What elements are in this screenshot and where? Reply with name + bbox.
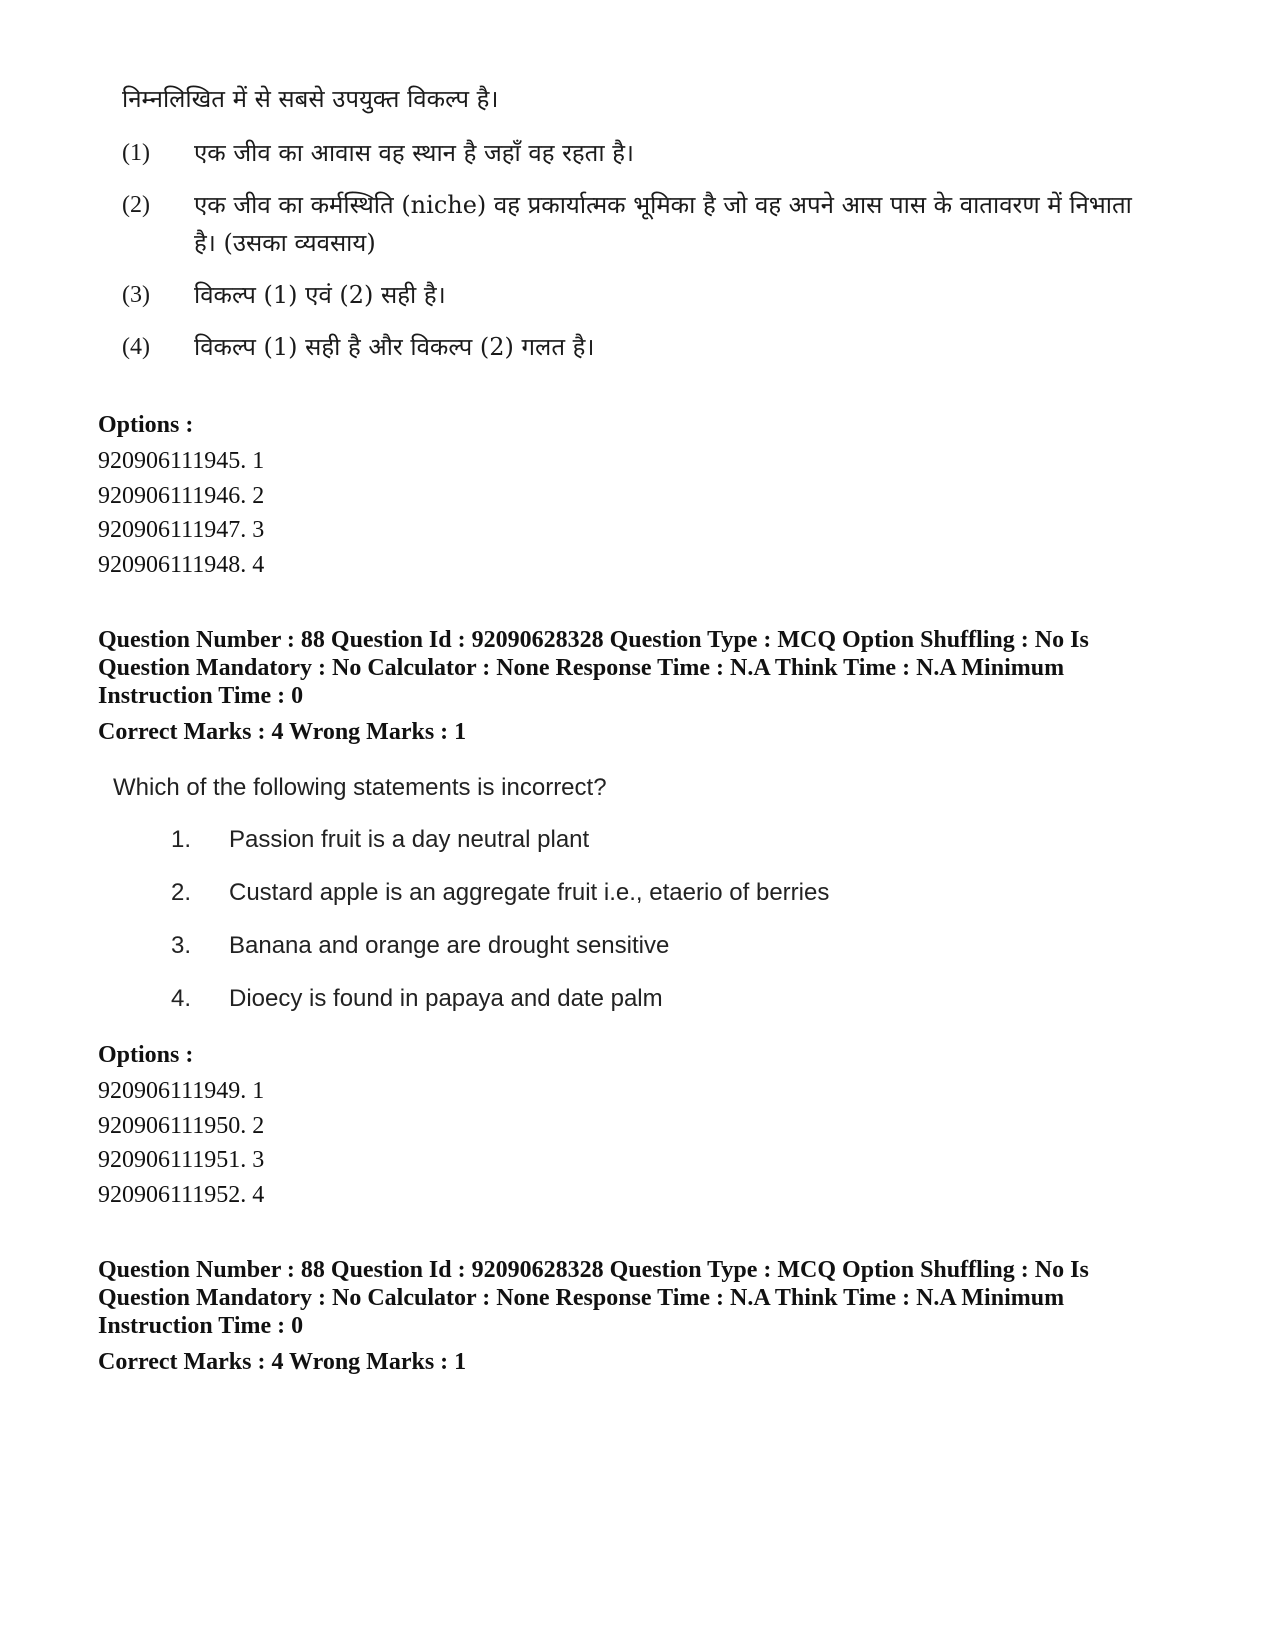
english-statement-1 [113,824,1113,856]
question-meta-line: Question Mandatory : No Calculator : None Response Time : N.A Think Time : N.A Minimum [98,655,1065,681]
question-meta-1 [98,626,1178,746]
hindi-statement-text: एक जीव का आवास वह स्थान है जहाँ वह रहता है। [194,139,635,167]
option-item: 920906111945. 1 [98,448,265,474]
question-meta-line: Question Mandatory : No Calculator : None Response Time : N.A Think Time : N.A Minimum [98,1285,1065,1311]
option-item: 920906111952. 4 [98,1181,265,1208]
question-meta-2 [98,1256,1178,1376]
options-list-2 [98,1040,264,1212]
option-item: 920906111951. 3 [98,1147,265,1173]
hindi-statement-4 [122,328,1152,366]
english-statement-text: Banana and orange are drought sensitive [229,932,670,959]
english-statement-4 [113,983,1113,1015]
english-statement-number: 3. [171,932,192,959]
option-item: 920906111950. 2 [98,1112,265,1139]
english-statement-2 [113,877,1113,909]
hindi-statement-number: (1) [122,140,150,166]
hindi-statement-2 [122,186,1152,262]
hindi-statement-number: (3) [122,282,150,308]
question-marks: Correct Marks : 4 Wrong Marks : 1 [98,1349,467,1375]
english-statement-3 [113,930,1113,962]
options-title: Options : [98,412,194,438]
hindi-statement-number: (4) [122,334,150,360]
option-item: 920906111949. 1 [98,1078,265,1104]
question-meta-line: Question Number : 88 Question Id : 92090628328 Question Type : MCQ Option Shuffling : No Is [98,1257,1089,1283]
option-item: 920906111946. 2 [98,482,265,509]
hindi-statement-number: (2) [122,192,150,218]
option-item: 920906111948. 4 [98,551,265,578]
options-list-1 [98,410,264,582]
options-title: Options : [98,1042,194,1068]
option-item: 920906111947. 3 [98,517,265,543]
english-statement-number: 1. [171,826,192,853]
english-question [113,772,1113,1036]
english-question-intro: Which of the following statements is incorrect? [113,774,607,801]
hindi-statement-1 [122,134,1152,172]
english-statement-number: 4. [171,985,192,1012]
question-marks: Correct Marks : 4 Wrong Marks : 1 [98,719,467,745]
hindi-statement-text: विकल्प (1) सही है और विकल्प (2) गलत है। [194,333,595,361]
english-statement-number: 2. [171,879,192,906]
english-statement-text: Custard apple is an aggregate fruit i.e., etaerio of berries [229,879,830,906]
hindi-question [122,82,1152,380]
question-meta-line: Instruction Time : 0 [98,683,304,709]
english-statement-text: Passion fruit is a day neutral plant [229,826,590,853]
question-meta-line: Question Number : 88 Question Id : 92090628328 Question Type : MCQ Option Shuffling : No Is [98,627,1089,653]
hindi-statement-3 [122,276,1152,314]
hindi-statement-text: विकल्प (1) एवं (2) सही है। [194,281,446,309]
question-meta-line: Instruction Time : 0 [98,1313,304,1339]
english-statement-text: Dioecy is found in papaya and date palm [229,985,663,1012]
hindi-statement-text: एक जीव का कर्मस्थिति (niche) वह प्रकार्यात्मक भूमिका है जो वह अपने आस पास के वातावरण में निभाता है। (उसका व्यवसाय) [194,191,1132,257]
hindi-question-intro: निम्नलिखित में से सबसे उपयुक्त विकल्प है। [122,85,499,113]
